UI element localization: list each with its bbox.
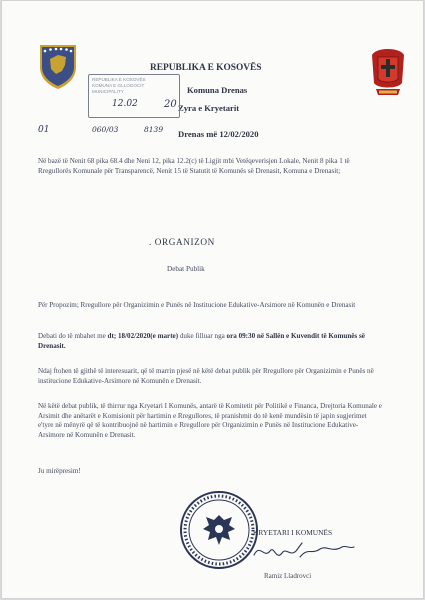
handwritten-signature-icon bbox=[250, 533, 360, 567]
header-republic: REPUBLIKA E KOSOVËS bbox=[150, 63, 262, 73]
signature-name: Ramiz Lladrovci bbox=[264, 572, 312, 580]
header-municipality: Komuna Drenas bbox=[187, 85, 248, 95]
debate-intro: Debati do të mbahet me bbox=[38, 332, 108, 340]
debate-place: ora 09:30 në Sallën e Kuvendit të Komunës së Drenasit. bbox=[38, 332, 365, 350]
municipality-crest-icon bbox=[368, 45, 408, 103]
document-page bbox=[2, 1, 423, 598]
participants-paragraph: Në këtë debat publik, të thirrur nga Kryetari I Komunës, antarë të Komitetit për Politikë e Financa, Drejtoria Komunale e Arsimit dhe anëtarët e Komisionit për hartimin e Rregullores, të pranishmit do të kenë mundësin të japin sugjerimet e'tyre në mënyrë që të kontribuojnë në hartimin e Rregullore për Organizimin e Punës në Institucione Edukative-Arsimore në Komunën e Drenasit. bbox=[38, 402, 382, 439]
registry-stamp bbox=[88, 74, 180, 118]
closing-line: Ju mirëpresim! bbox=[38, 467, 81, 475]
organizon-heading: . ORGANIZON bbox=[149, 237, 215, 247]
proposal-paragraph: Për Propozim; Rregullore për Organizimin e Punës në Institucione Edukative-Arsimore në Komunën e Drenasit bbox=[38, 301, 356, 309]
handwritten-ref-1: 01 bbox=[38, 125, 50, 135]
invitation-paragraph: Ndaj ftohen të gjithë të interesuarit, që të marrin pjesë në këtë debat publik për Rregullore për Organizimin e Punës në institucione Edukative-Arsimore në Komunën e Drenasit. bbox=[38, 367, 374, 385]
debate-mid: duke filluar nga bbox=[178, 332, 227, 340]
handwritten-year: 20 bbox=[164, 99, 177, 110]
handwritten-ref-3: 8139 bbox=[144, 125, 164, 134]
handwritten-date: 12.02 bbox=[112, 99, 138, 109]
stamp-line-1: REPUBLIKA E KOSOVËS bbox=[92, 77, 146, 82]
debate-date: dt; 18/02/2020(e marte) bbox=[107, 332, 179, 340]
signature-title: KRYETARI I KOMUNËS bbox=[253, 528, 333, 537]
handwritten-ref-2: 060/03 bbox=[92, 125, 119, 134]
legal-basis-paragraph: Në bazë të Nenit 68 pika 68.4 dhe Neni 12, pika 12.2(c) të Ligjit mbi Vetëqeverisjen Lokale, Nenit 8 pika 1 të Rregullorës Komunale për Transparencë, Nenit 15 të Statutit të Komunës së Drenasit, Komuna e Drenasit; bbox=[38, 157, 350, 175]
stamp-line-2: KOMUNA E GLLOGOCIT bbox=[92, 83, 145, 88]
kosovo-emblem-icon bbox=[38, 41, 78, 91]
debate-subheading: Debat Publik bbox=[167, 265, 205, 273]
header-office: Zyra e Kryetarit bbox=[178, 103, 240, 113]
debate-schedule-paragraph bbox=[38, 332, 383, 351]
official-seal-icon bbox=[178, 489, 260, 571]
header-date: Drenas më 12/02/2020 bbox=[178, 129, 259, 139]
stamp-line-3: MUNICIPALITY bbox=[92, 89, 124, 94]
